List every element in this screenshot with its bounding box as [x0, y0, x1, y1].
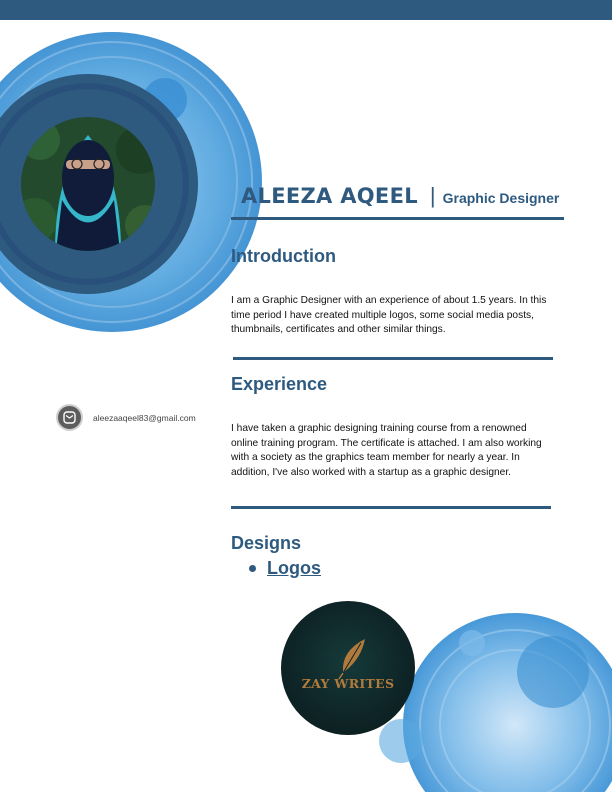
designs-heading: Designs: [231, 533, 302, 553]
feather-icon: [281, 601, 415, 735]
header-divider: [231, 217, 564, 220]
logo-sample-image: [281, 601, 415, 735]
introduction-text: I am a Graphic Designer with an experience of about 1.5 years. In this time period I have created multiple logos, some social media posts, thumbnails, certificates and other similar things.: [231, 295, 547, 336]
experience-heading: Experience: [231, 374, 328, 394]
introduction-heading: Introduction: [231, 246, 336, 266]
list-item: [249, 558, 321, 579]
email-address[interactable]: aleezaaqeel83@gmail.com: [93, 412, 196, 423]
person-name: ALEEZA AQEEL: [241, 184, 418, 208]
bullet-icon: [249, 565, 256, 572]
name-separator: |: [429, 183, 436, 208]
mail-icon: [56, 404, 83, 431]
introduction-divider: [233, 357, 553, 360]
logos-link[interactable]: Logos: [267, 558, 321, 578]
experience-divider: [231, 506, 551, 509]
name-header: [241, 183, 559, 209]
job-title: Graphic Designer: [442, 190, 560, 206]
experience-text: I have taken a graphic designing training course from a renowned online training program. The certificate is attached. I am also working with a society as the graphics team member for nearly a year. In addition, I've also worked with a startup as a graphic designer.: [231, 423, 542, 478]
logo-sample-text: ZAY WRITES: [301, 676, 395, 691]
email-contact: [56, 404, 196, 431]
